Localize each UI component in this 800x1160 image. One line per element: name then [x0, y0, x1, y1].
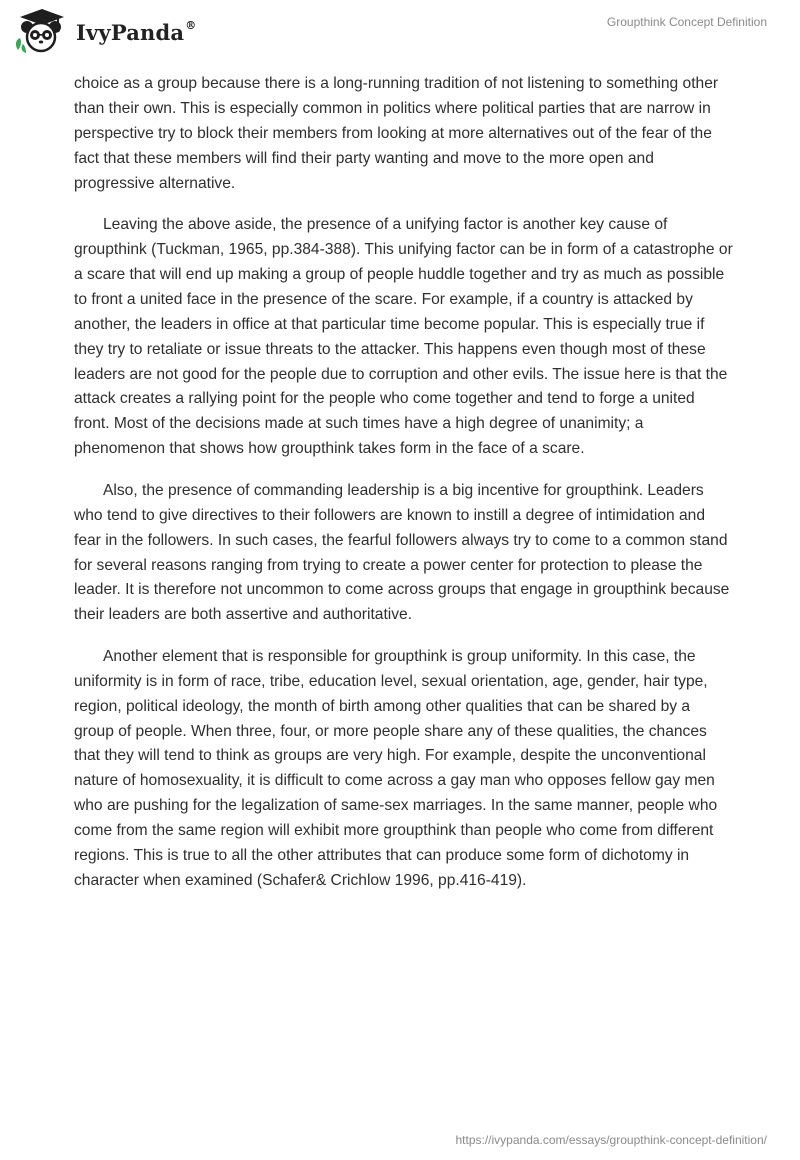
paragraph: choice as a group because there is a long-running tradition of not listening to something other than their own. This is especially common in politics where political parties that are narrow in perspective try to block their members from looking at more alternatives out of the fear of the fact that these members will find their party wanting and move to the more open and progressive alternative. [74, 75, 719, 192]
essay-body [74, 72, 734, 910]
ivypanda-logo[interactable] [14, 8, 196, 54]
brand-name: IvyPanda® [76, 18, 197, 45]
page-header [0, 0, 800, 70]
paragraph: Also, the presence of commanding leadership is a big incentive for groupthink. Leaders who tend to give directives to their followers are known to instill a degree of intimidation and fear in the followers. In such cases, the fearful followers always try to come to a common stand for several reasons ranging from trying to create a power center for protection to please the leader. It is therefore not uncommon to come across groups that engage in groupthink because their leaders are both assertive and authoritative. [74, 481, 730, 624]
paragraph: Leaving the above aside, the presence of a unifying factor is another key cause of groupthink (Tuckman, 1965, pp.384-388). This unifying factor can be in form of a catastrophe or a scare that will end up making a group of people huddle together and try as much as possible to front a united face in the presence of the scare. For example, if a country is attacked by another, the leaders in office at that particular time become popular. This is especially true if they try to retaliate or issue threats to the attacker. This happens even though most of these leaders are not good for the people due to corruption and other evils. The issue here is that the attack creates a rallying point for the people who come together and tend to forge a united front. Most of the decisions made at such times have a high degree of unanimity; a phenomenon that shows how groupthink takes form in the face of a scare. [74, 216, 733, 458]
source-url[interactable]: https://ivypanda.com/essays/groupthink-concept-definition/ [455, 1133, 767, 1147]
paragraph: Another element that is responsible for groupthink is group uniformity. In this case, the uniformity is in form of race, tribe, education level, sexual orientation, age, gender, hair type, region, political ideology, the month of birth among other qualities that can be shared by a group of people. When three, four, or more people share any of these qualities, the chances that they will tend to think as groups are very high. For example, despite the unconventional nature of homosexuality, it is difficult to come across a gay man who opposes fellow gay men who are pushing for the legalization of same-sex marriages. In the same manner, people who come from the same region will exhibit more groupthink than people who come from different regions. This is true to all the other attributes that can produce some form of dichotomy in character when examined (Schafer& Crichlow 1996, pp.416-419). [74, 647, 718, 889]
panda-graduate-logo-icon [14, 8, 70, 54]
document-title: Groupthink Concept Definition [606, 15, 767, 29]
